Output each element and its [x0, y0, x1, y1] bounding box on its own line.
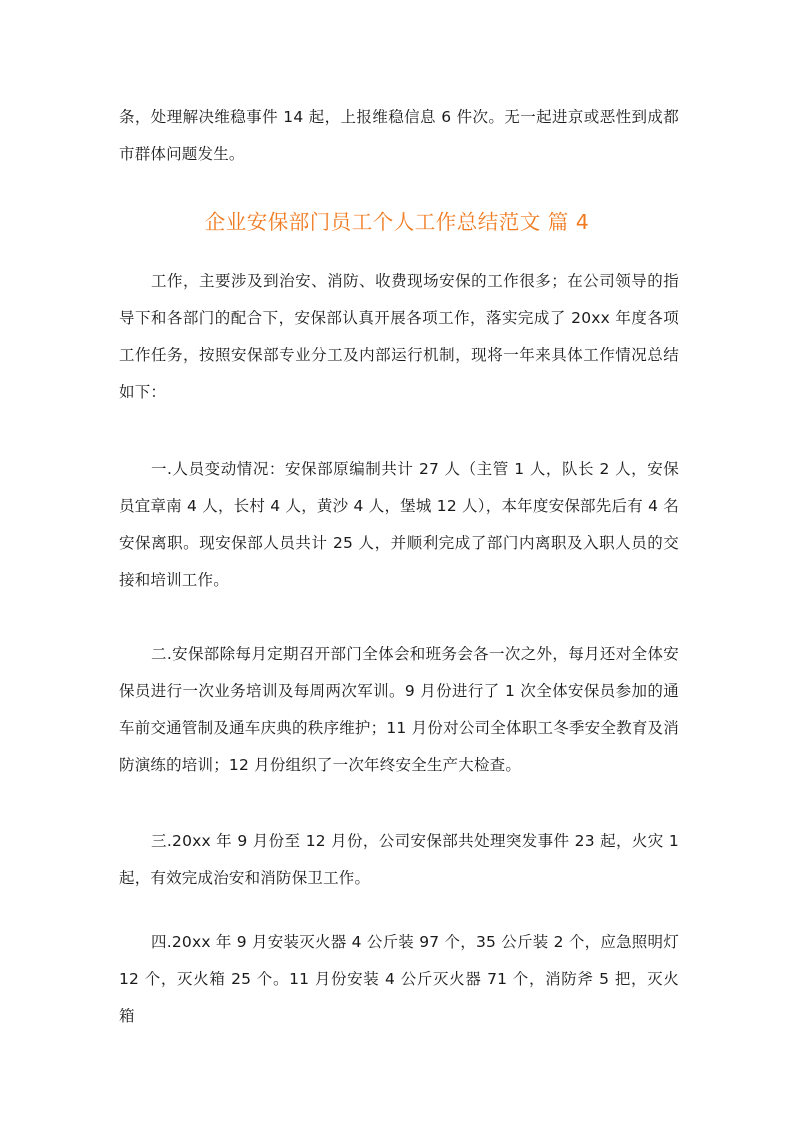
paragraph-staff-changes: 一.人员变动情况：安保部原编制共计 27 人（主管 1 人，队长 2 人，安保员宜章南 4 人，长村 4 人，黄沙 4 人，堡城 12 人），本年度安保部先后有 4 名安保离职。现安保部人员共计 25 人，并顺利完成了部门内离职及入职人员的交接和培训工作。	[119, 460, 679, 589]
paragraph-meetings-training: 二.安保部除每月定期召开部门全体会和班务会各一次之外，每月还对全体安保员进行一次业务培训及每周两次军训。9 月份进行了 1 次全体安保员参加的通车前交通管制及通车庆典的秩序维护；11 月份对公司全体职工冬季安全教育及消防演练的培训；12 月份组织了一次年终安全生产大检查。	[119, 645, 679, 774]
paragraph-intro-work: 工作，主要涉及到治安、消防、收费现场安保的工作很多；在公司领导的指导下和各部门的配合下，安保部认真开展各项工作，落实完成了 20xx 年度各项工作任务，按照安保部专业分工及内部运行机制，现将一年来具体工作情况总结如下：	[119, 272, 679, 401]
intro-paragraph: 条，处理解决维稳事件 14 起，上报维稳信息 6 件次。无一起进京或恶性到成都市群体问题发生。	[119, 108, 679, 163]
paragraph-equipment: 四.20xx 年 9 月安装灭火器 4 公斤装 97 个，35 公斤装 2 个，应急照明灯 12 个，灭火箱 25 个。11 月份安装 4 公斤灭火器 71 个，消防斧 5 把，灭火箱	[119, 933, 679, 1025]
section-title: 企业安保部门员工个人工作总结范文 篇 4	[204, 210, 590, 234]
paragraph-incidents: 三.20xx 年 9 月份至 12 月份，公司安保部共处理突发事件 23 起，火灾 1 起，有效完成治安和消防保卫工作。	[119, 832, 679, 887]
